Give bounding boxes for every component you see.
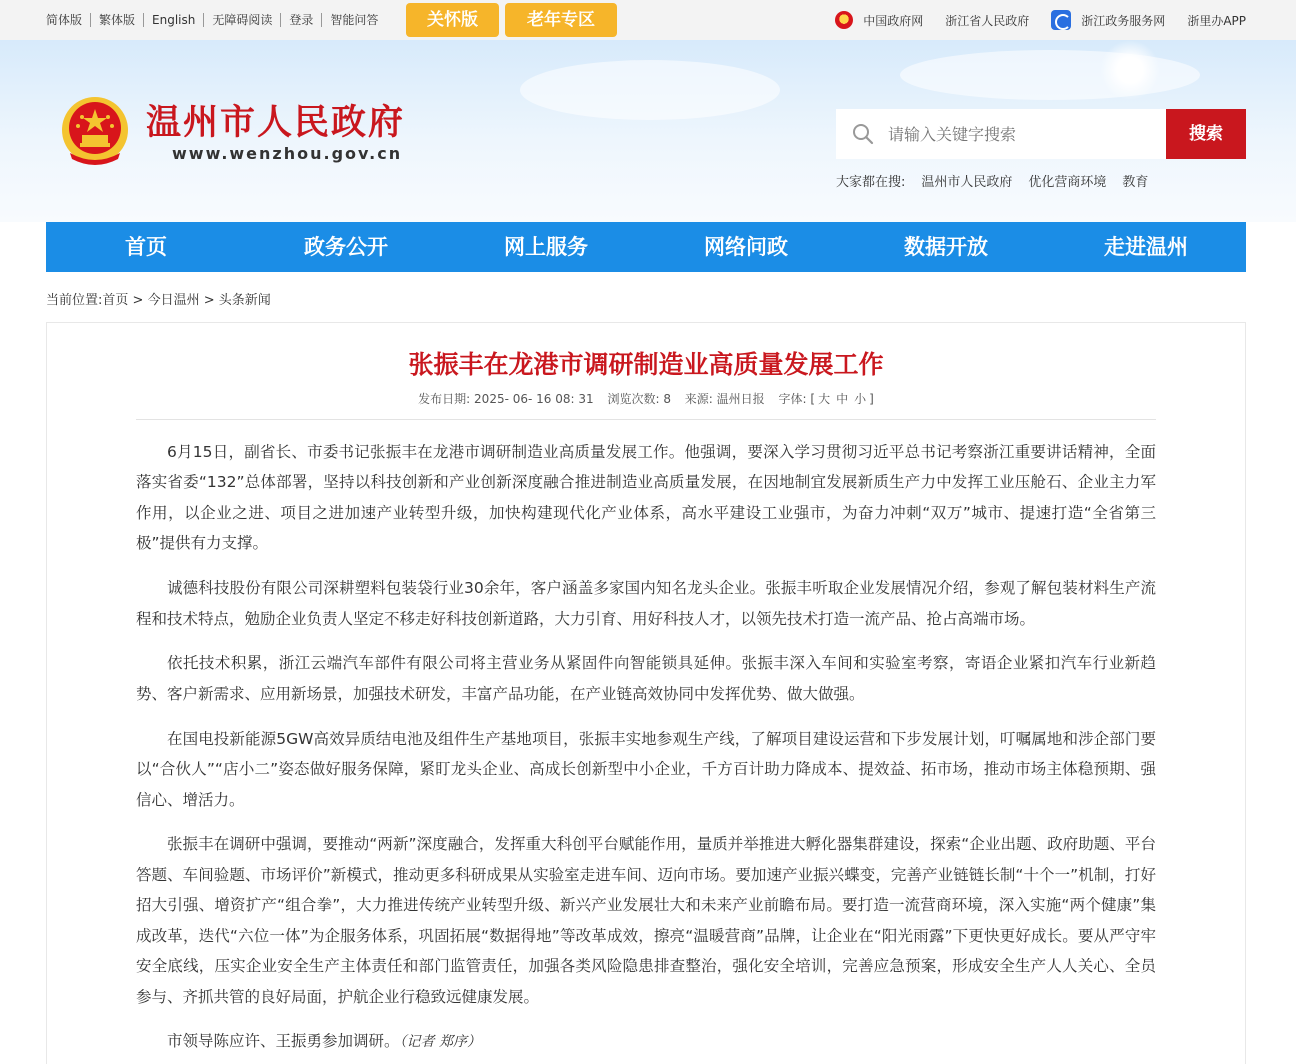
article-paragraph: 在国电投新能源5GW高效异质结电池及组件生产基地项目，张振丰实地参观生产线，了解项目建设运营和下步发展计划，叮嘱属地和涉企部门要以“合伙人”“店小二”姿态做好服务保障，紧盯龙头企业、高成长创新型中小企业，千方百计助力降成本、提效益、拓市场，推动市场主体稳预期、强信心、增活力。 [136, 729, 1156, 809]
breadcrumb [46, 289, 271, 308]
font-bracket-open: [ [810, 392, 816, 406]
search-icon [852, 123, 874, 145]
article-paragraph: 6月15日，副省长、市委书记张振丰在龙港市调研制造业高质量发展工作。他强调，要深入学习贯彻习近平总书记考察浙江重要讲话精神，全面落实省委“132”总体部署，坚持以科技创新和产业创新深度融合推进制造业高质量发展，在因地制宜发展新质生产力中发挥工业压舱石、企业主力军作用，以企业之进、项目之进加速产业转型升级，加快构建现代化产业体系，高水平建设工业强市，为奋力冲刺“双万”城市、提速打造“全省第三极”提供有力支撑。 [136, 443, 1156, 553]
views [607, 392, 671, 406]
cloud-decoration [900, 50, 1200, 100]
font-small-button[interactable]: 小 [854, 392, 867, 406]
article-paragraph: 张振丰在调研中强调，要推动“两新”深度融合，发挥重大科创平台赋能作用，量质并举推进大孵化器集群建设，探索“企业出题、政府助题、平台答题、车间验题、市场评价”新模式，推动更多科研成果从实验室走进车间、迈向市场。要加速产业振兴蝶变，完善产业链链长制“十个一”机制，打好招大引强、增资扩产“组合拳”，大力推进传统产业转型升级、新兴产业发展壮大和未来产业前瞻布局。要打造一流营商环境，深入实施“两个健康”集成改革，迭代“六位一体”为企服务体系，巩固拓展“数据得地”等改革成效，擦亮“温暖营商”品牌，让企业在“阳光雨露”下更快更好成长。要从严守牢安全底线，压实企业安全生产主体责任和部门监管责任，加强各类风险隐患排查整治，强化安全培训，完善应急预案，形成安全生产人人关心、全员参与、齐抓共管的良好局面，护航企业行稳致远健康发展。 [136, 835, 1156, 1006]
reporter-credit: （记者 郑序） [399, 1034, 481, 1051]
link-china-gov-label: 中国政府网 [863, 13, 924, 28]
title-divider [136, 419, 1156, 420]
date-label [418, 392, 593, 406]
source [685, 392, 765, 406]
link-zj-service[interactable] [1051, 10, 1165, 30]
main-nav [46, 222, 1246, 272]
zj-service-icon [1051, 10, 1071, 30]
nav-open-data[interactable]: 数据开放 [904, 235, 988, 259]
national-emblem-logo [60, 95, 130, 167]
hot-search-label: 大家都在搜: [836, 175, 906, 190]
font-large-button[interactable]: 大 [818, 392, 831, 406]
nav-online-services[interactable]: 网上服务 [504, 235, 588, 259]
site-header [0, 40, 1296, 222]
views-label: 浏览次数: [607, 392, 660, 406]
cloud-decoration [520, 60, 780, 120]
search-input[interactable] [888, 125, 1148, 144]
article-meta [46, 390, 1246, 407]
breadcrumb-sep: > [203, 293, 215, 308]
breadcrumb-sep: > [132, 293, 144, 308]
link-simplified[interactable]: 简体版 [46, 13, 83, 27]
topbar-left-links [46, 0, 386, 40]
font-size-controls [779, 392, 874, 406]
site-url: www.wenzhou.gov.cn [172, 144, 403, 163]
link-china-gov[interactable] [835, 11, 923, 29]
closing-sentence: 市领导陈应许、王振勇参加调研。 [167, 1032, 400, 1051]
date-label-text: 发布日期: [418, 392, 471, 406]
breadcrumb-headline-news[interactable]: 头条新闻 [218, 293, 271, 308]
views-count: 8 [663, 392, 671, 406]
link-zhejiang-gov[interactable]: 浙江省人民政府 [945, 13, 1030, 28]
link-accessibility[interactable]: 无障碍阅读 [203, 13, 280, 27]
nav-online-inquiry[interactable]: 网络问政 [704, 235, 788, 259]
nav-about-wenzhou[interactable]: 走进温州 [1104, 235, 1188, 259]
publish-date: 2025- 06- 16 08: 31 [474, 392, 594, 406]
breadcrumb-label: 当前位置: [46, 293, 103, 308]
hot-searches [836, 171, 1164, 190]
link-zlb-app[interactable]: 浙里办APP [1187, 13, 1246, 28]
article-title: 张振丰在龙港市调研制造业高质量发展工作 [408, 350, 884, 379]
national-emblem-icon [835, 11, 853, 29]
hot-search-item[interactable]: 温州市人民政府 [921, 175, 1013, 190]
article-body [136, 437, 1156, 1064]
nav-home[interactable]: 首页 [125, 235, 167, 259]
care-version-button[interactable]: 关怀版 [406, 3, 499, 37]
link-zj-service-label: 浙江政务服务网 [1081, 13, 1166, 28]
search-button[interactable]: 搜索 [1166, 109, 1246, 159]
breadcrumb-home[interactable]: 首页 [102, 293, 129, 308]
elder-zone-button[interactable]: 老年专区 [505, 3, 617, 37]
link-smart-qa[interactable]: 智能问答 [321, 13, 386, 27]
nav-gov-affairs[interactable]: 政务公开 [304, 235, 388, 259]
font-bracket-close: ] [869, 392, 874, 406]
article-paragraph: 依托技术积累，浙江云端汽车部件有限公司将主营业务从紧固件向智能锁具延伸。张振丰深入车间和实验室考察，寄语企业紧扣汽车行业新趋势、客户新需求、应用新场景，加强技术研发，丰富产品功能，在产业链高效协同中发挥优势、做大做强。 [136, 654, 1156, 703]
link-traditional[interactable]: 繁体版 [90, 13, 143, 27]
breadcrumb-today-wenzhou[interactable]: 今日温州 [147, 293, 200, 308]
link-english[interactable]: English [143, 13, 203, 27]
topbar-right-links [813, 0, 1246, 40]
search-box [836, 109, 1166, 159]
hot-search-item[interactable]: 教育 [1122, 175, 1149, 190]
top-utility-bar [0, 0, 1296, 40]
link-login[interactable]: 登录 [280, 13, 321, 27]
source-name: 温州日报 [716, 392, 765, 406]
article-paragraph: 诚德科技股份有限公司深耕塑料包装袋行业30余年，客户涵盖多家国内知名龙头企业。张振丰听取企业发展情况介绍，参观了解包装材料生产流程和技术特点，勉励企业负责人坚定不移走好科技创新道路，大力引育、用好科技人才，以领先技术打造一流产品、抢占高端市场。 [136, 579, 1156, 628]
font-medium-button[interactable]: 中 [836, 392, 849, 406]
font-label: 字体: [778, 392, 807, 406]
article-paragraph-last [136, 1026, 1156, 1057]
site-title: 温州市人民政府 [146, 102, 406, 143]
source-label: 来源: [684, 392, 713, 406]
hot-search-item[interactable]: 优化营商环境 [1028, 175, 1107, 190]
